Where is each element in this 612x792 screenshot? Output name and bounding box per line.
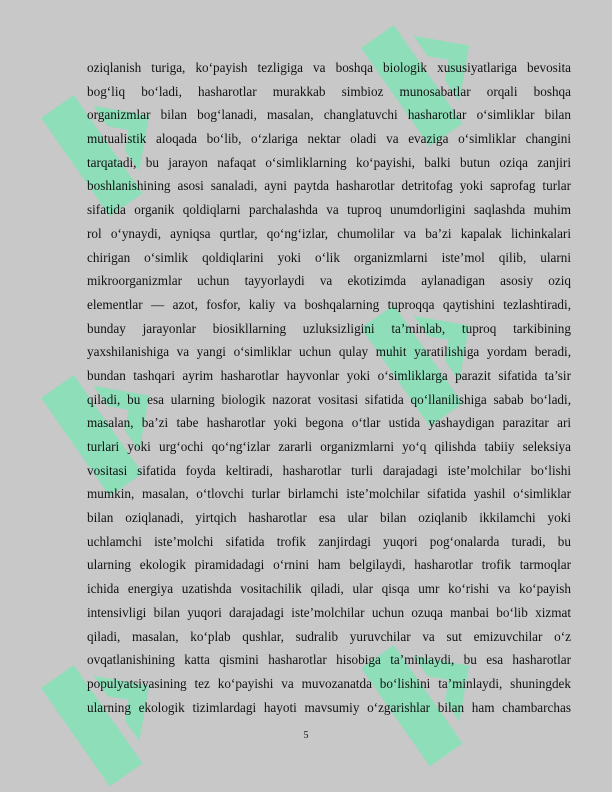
text-line: qiladi, bu esa ularning biologik nazorat vositasi sifatida qo‘llanilishiga sabab bo‘ladi,: [87, 391, 571, 407]
text-line: ovqatlanishining katta qismini hasharotlar hisobiga ta’minlaydi, bu esa hasharotlar: [87, 652, 571, 668]
text-line: ularning ekologik tizimlardagi hayoti mavsumiy o‘zgarishlar bilan ham chambarchas: [87, 699, 571, 715]
body-text: [87, 56, 571, 719]
text-line: bilan oziqlanadi, yirtqich hasharotlar esa ular bilan oziqlanib ikkilamchi yoki: [87, 510, 571, 526]
text-line: chirigan o‘simlik qoldiqlarini yoki o‘lik organizmlarni iste’mol qilib, ularni: [87, 249, 571, 265]
text-line: ichida energiya uzatishda vositachilik qiladi, ular qisqa umr ko‘rishi va ko‘payish: [87, 581, 571, 597]
text-line: qiladi, masalan, ko‘plab qushlar, sudralib yuruvchilar va sut emizuvchilar o‘z: [87, 628, 571, 644]
page-number: 5: [303, 730, 309, 741]
text-line: mutualistik aloqada bo‘lib, o‘zlariga nektar oladi va evaziga o‘simliklar changini: [87, 131, 571, 147]
text-line: bundan tashqari ayrim hasharotlar hayvonlar yoki o‘simliklarga parazit sifatida ta’sir: [87, 367, 571, 383]
text-line: turlari yoki urg‘ochi qo‘ng‘izlar zararli organizmlarni yo‘q qilishda tabiiy seleksiya: [87, 439, 571, 454]
text-line: yaxshilanishiga va yangi o‘simliklar uchun qulay muhit yaratilishiga yordam beradi,: [87, 344, 571, 360]
text-line: organizmlar bilan bog‘lanadi, masalan, changlatuvchi hasharotlar o‘simliklar bilan: [87, 107, 571, 123]
text-line: vositasi sifatida foyda keltiradi, hasharotlar turli darajadagi iste’molchilar bo‘lishi: [87, 462, 571, 478]
text-line: oziqlanish turiga, ko‘payish tezligiga va boshqa biologik xususiyatlariga bevosita: [87, 60, 571, 75]
text-line: sifatida organik qoldiqlarni parchalashda va tuproq unumdorligini saqlashda muhim: [87, 202, 571, 218]
text-line: boshlanishining asosi sanaladi, ayni paytda hasharotlar detritofag yoki saprofag turlar: [87, 178, 571, 194]
text-line: elementlar — azot, fosfor, kaliy va boshqalarning tuproqqa qaytishini tezlashtiradi,: [87, 296, 571, 312]
text-line: bunday jarayonlar biosikllarning uzluksizligini ta’minlab, tuproq tarkibining: [87, 320, 571, 336]
text-line: masalan, ba’zi tabe hasharotlar yoki begona o‘tlar ustida yashaydigan parazitar ari: [87, 415, 571, 431]
text-line: uchlamchi iste’molchi sifatida trofik zanjirdagi yuqori pog‘onalarda turadi, bu: [87, 533, 571, 549]
text-line: tarqatadi, bu jarayon nafaqat o‘simliklarning ko‘payishi, balki butun oziqa zanjiri: [87, 154, 571, 170]
text-line: mumkin, masalan, o‘tlovchi turlar birlamchi iste’molchilar sifatida yashil o‘simliklar: [87, 486, 571, 502]
text-line: bog‘liq bo‘ladi, hasharotlar murakkab simbioz munosabatlar orqali boshqa: [87, 83, 571, 99]
text-line: intensivligi bilan yuqori darajadagi iste’molchilar uchun ozuqa manbai bo‘lib xizmat: [87, 604, 571, 620]
text-line: ularning ekologik piramidadagi o‘rnini ham belgilaydi, hasharotlar trofik tarmoqlar: [87, 557, 571, 573]
text-line: rol o‘ynaydi, ayniqsa qurtlar, qo‘ng‘izlar, chumolilar va ba’zi kapalak lichinkalari: [87, 225, 571, 241]
text-line: populyatsiyasining tez ko‘payishi va muvozanatda bo‘lishini ta’minlaydi, shuningdek: [87, 675, 571, 691]
text-line: mikroorganizmlar uchun tayyorlaydi va ekotizimda aylanadigan asosiy oziq: [87, 273, 571, 289]
